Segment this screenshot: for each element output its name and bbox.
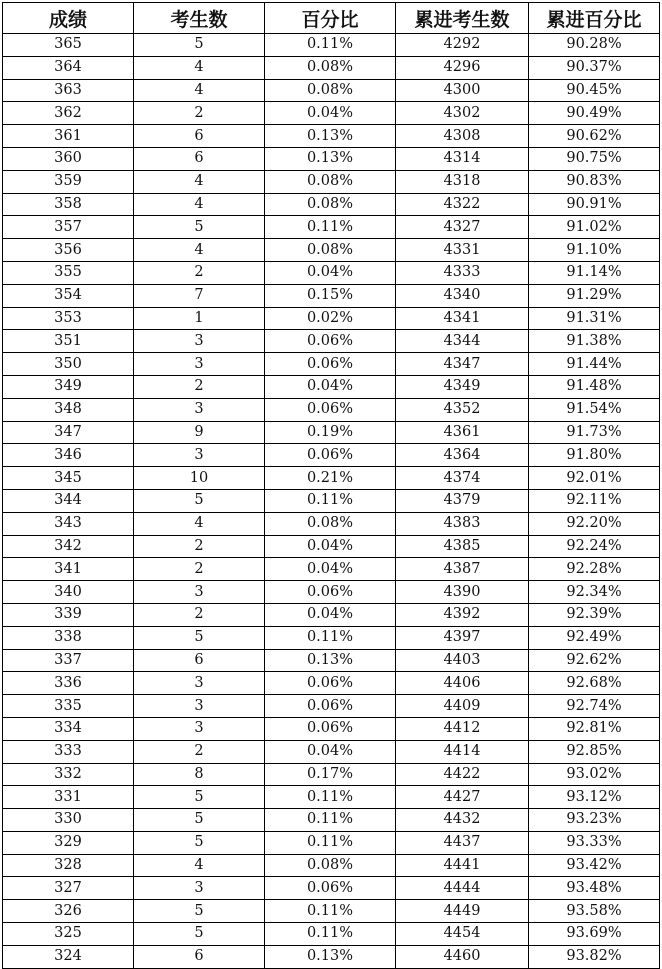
score-cell: 327 — [3, 877, 134, 900]
score-cell: 359 — [3, 170, 134, 193]
cumulative-candidates-cell: 4432 — [396, 809, 529, 832]
score-cell: 329 — [3, 831, 134, 854]
percentage-cell: 0.06% — [265, 695, 396, 718]
candidates-cell: 3 — [134, 444, 265, 467]
percentage-cell: 0.04% — [265, 740, 396, 763]
score-cell: 330 — [3, 809, 134, 832]
cumulative-percentage-cell: 92.20% — [529, 512, 660, 535]
score-cell: 328 — [3, 854, 134, 877]
candidates-cell: 4 — [134, 239, 265, 262]
table-row — [3, 34, 660, 57]
candidates-cell: 4 — [134, 854, 265, 877]
percentage-cell: 0.08% — [265, 170, 396, 193]
candidates-cell: 2 — [134, 603, 265, 626]
percentage-cell: 0.06% — [265, 581, 396, 604]
cumulative-percentage-cell: 91.10% — [529, 239, 660, 262]
candidates-cell: 9 — [134, 421, 265, 444]
percentage-cell: 0.06% — [265, 877, 396, 900]
cumulative-percentage-cell: 93.42% — [529, 854, 660, 877]
table-row — [3, 786, 660, 809]
percentage-cell: 0.19% — [265, 421, 396, 444]
percentage-cell: 0.02% — [265, 307, 396, 330]
cumulative-percentage-cell: 90.37% — [529, 56, 660, 79]
cumulative-candidates-cell: 4454 — [396, 923, 529, 946]
cumulative-candidates-cell: 4427 — [396, 786, 529, 809]
table-row — [3, 831, 660, 854]
cumulative-candidates-cell: 4437 — [396, 831, 529, 854]
percentage-cell: 0.08% — [265, 239, 396, 262]
candidates-cell: 3 — [134, 330, 265, 353]
cumulative-percentage-cell: 92.49% — [529, 626, 660, 649]
percentage-cell: 0.11% — [265, 923, 396, 946]
score-cell: 358 — [3, 193, 134, 216]
table-row — [3, 125, 660, 148]
candidates-cell: 4 — [134, 193, 265, 216]
candidates-cell: 2 — [134, 261, 265, 284]
candidates-cell: 2 — [134, 102, 265, 125]
score-cell: 343 — [3, 512, 134, 535]
table-row — [3, 809, 660, 832]
cumulative-percentage-cell: 91.29% — [529, 284, 660, 307]
cumulative-candidates-cell: 4322 — [396, 193, 529, 216]
candidates-cell: 8 — [134, 763, 265, 786]
percentage-cell: 0.13% — [265, 945, 396, 968]
table-row — [3, 330, 660, 353]
cumulative-percentage-cell: 92.11% — [529, 489, 660, 512]
percentage-cell: 0.08% — [265, 56, 396, 79]
cumulative-candidates-cell: 4302 — [396, 102, 529, 125]
cumulative-candidates-cell: 4331 — [396, 239, 529, 262]
cumulative-candidates-cell: 4327 — [396, 216, 529, 239]
candidates-cell: 5 — [134, 923, 265, 946]
score-cell: 341 — [3, 558, 134, 581]
candidates-cell: 2 — [134, 740, 265, 763]
percentage-cell: 0.04% — [265, 558, 396, 581]
score-cell: 334 — [3, 717, 134, 740]
candidates-cell: 10 — [134, 467, 265, 490]
table-row — [3, 79, 660, 102]
table-row — [3, 170, 660, 193]
percentage-cell: 0.04% — [265, 535, 396, 558]
cumulative-percentage-cell: 91.54% — [529, 398, 660, 421]
cumulative-percentage-cell: 92.74% — [529, 695, 660, 718]
candidates-cell: 2 — [134, 558, 265, 581]
table-row — [3, 512, 660, 535]
cumulative-percentage-cell: 90.91% — [529, 193, 660, 216]
percentage-cell: 0.15% — [265, 284, 396, 307]
cumulative-candidates-cell: 4349 — [396, 375, 529, 398]
score-cell: 332 — [3, 763, 134, 786]
header-cumulative-percentage: 累进百分比 — [529, 3, 660, 34]
header-cumulative-candidates: 累进考生数 — [396, 3, 529, 34]
cumulative-candidates-cell: 4403 — [396, 649, 529, 672]
candidates-cell: 3 — [134, 581, 265, 604]
cumulative-candidates-cell: 4352 — [396, 398, 529, 421]
cumulative-candidates-cell: 4379 — [396, 489, 529, 512]
candidates-cell: 5 — [134, 786, 265, 809]
cumulative-candidates-cell: 4374 — [396, 467, 529, 490]
score-cell: 351 — [3, 330, 134, 353]
score-cell: 348 — [3, 398, 134, 421]
table-row — [3, 284, 660, 307]
table-row — [3, 535, 660, 558]
cumulative-candidates-cell: 4449 — [396, 900, 529, 923]
candidates-cell: 5 — [134, 809, 265, 832]
cumulative-candidates-cell: 4385 — [396, 535, 529, 558]
score-cell: 326 — [3, 900, 134, 923]
table-row — [3, 375, 660, 398]
cumulative-percentage-cell: 93.82% — [529, 945, 660, 968]
cumulative-percentage-cell: 92.01% — [529, 467, 660, 490]
score-cell: 363 — [3, 79, 134, 102]
cumulative-percentage-cell: 91.73% — [529, 421, 660, 444]
cumulative-percentage-cell: 92.34% — [529, 581, 660, 604]
table-row — [3, 740, 660, 763]
candidates-cell: 4 — [134, 56, 265, 79]
percentage-cell: 0.08% — [265, 854, 396, 877]
score-cell: 364 — [3, 56, 134, 79]
percentage-cell: 0.17% — [265, 763, 396, 786]
table-row — [3, 717, 660, 740]
cumulative-percentage-cell: 93.23% — [529, 809, 660, 832]
percentage-cell: 0.04% — [265, 261, 396, 284]
score-cell: 365 — [3, 34, 134, 57]
score-cell: 347 — [3, 421, 134, 444]
score-cell: 336 — [3, 672, 134, 695]
percentage-cell: 0.11% — [265, 626, 396, 649]
cumulative-candidates-cell: 4383 — [396, 512, 529, 535]
table-row — [3, 398, 660, 421]
table-row — [3, 877, 660, 900]
percentage-cell: 0.11% — [265, 900, 396, 923]
cumulative-percentage-cell: 91.14% — [529, 261, 660, 284]
cumulative-percentage-cell: 92.39% — [529, 603, 660, 626]
cumulative-candidates-cell: 4441 — [396, 854, 529, 877]
cumulative-candidates-cell: 4344 — [396, 330, 529, 353]
percentage-cell: 0.13% — [265, 649, 396, 672]
score-cell: 340 — [3, 581, 134, 604]
candidates-cell: 6 — [134, 147, 265, 170]
candidates-cell: 5 — [134, 34, 265, 57]
table-row — [3, 421, 660, 444]
table-body — [3, 34, 660, 969]
cumulative-candidates-cell: 4296 — [396, 56, 529, 79]
cumulative-candidates-cell: 4422 — [396, 763, 529, 786]
table-row — [3, 193, 660, 216]
score-cell: 346 — [3, 444, 134, 467]
cumulative-percentage-cell: 93.48% — [529, 877, 660, 900]
candidates-cell: 5 — [134, 489, 265, 512]
cumulative-percentage-cell: 92.24% — [529, 535, 660, 558]
percentage-cell: 0.11% — [265, 809, 396, 832]
candidates-cell: 2 — [134, 535, 265, 558]
cumulative-candidates-cell: 4300 — [396, 79, 529, 102]
table-row — [3, 102, 660, 125]
percentage-cell: 0.08% — [265, 193, 396, 216]
score-cell: 360 — [3, 147, 134, 170]
percentage-cell: 0.11% — [265, 216, 396, 239]
percentage-cell: 0.13% — [265, 125, 396, 148]
cumulative-percentage-cell: 90.62% — [529, 125, 660, 148]
table-row — [3, 649, 660, 672]
table-row — [3, 581, 660, 604]
cumulative-percentage-cell: 92.85% — [529, 740, 660, 763]
candidates-cell: 4 — [134, 512, 265, 535]
table-row — [3, 945, 660, 968]
cumulative-percentage-cell: 92.68% — [529, 672, 660, 695]
score-cell: 333 — [3, 740, 134, 763]
score-cell: 350 — [3, 353, 134, 376]
cumulative-candidates-cell: 4414 — [396, 740, 529, 763]
score-distribution-table — [2, 2, 660, 969]
candidates-cell: 1 — [134, 307, 265, 330]
score-cell: 353 — [3, 307, 134, 330]
table-row — [3, 489, 660, 512]
cumulative-percentage-cell: 92.81% — [529, 717, 660, 740]
cumulative-candidates-cell: 4392 — [396, 603, 529, 626]
table-row — [3, 353, 660, 376]
table-row — [3, 56, 660, 79]
candidates-cell: 5 — [134, 626, 265, 649]
score-cell: 356 — [3, 239, 134, 262]
percentage-cell: 0.04% — [265, 603, 396, 626]
table-row — [3, 695, 660, 718]
cumulative-percentage-cell: 90.49% — [529, 102, 660, 125]
percentage-cell: 0.11% — [265, 34, 396, 57]
cumulative-percentage-cell: 91.80% — [529, 444, 660, 467]
cumulative-percentage-cell: 93.12% — [529, 786, 660, 809]
cumulative-candidates-cell: 4314 — [396, 147, 529, 170]
cumulative-percentage-cell: 90.83% — [529, 170, 660, 193]
percentage-cell: 0.11% — [265, 489, 396, 512]
cumulative-percentage-cell: 91.02% — [529, 216, 660, 239]
cumulative-percentage-cell: 92.62% — [529, 649, 660, 672]
candidates-cell: 5 — [134, 900, 265, 923]
percentage-cell: 0.08% — [265, 512, 396, 535]
score-cell: 362 — [3, 102, 134, 125]
score-cell: 325 — [3, 923, 134, 946]
header-row — [3, 3, 660, 34]
candidates-cell: 3 — [134, 717, 265, 740]
candidates-cell: 3 — [134, 353, 265, 376]
cumulative-candidates-cell: 4390 — [396, 581, 529, 604]
cumulative-candidates-cell: 4292 — [396, 34, 529, 57]
cumulative-percentage-cell: 91.44% — [529, 353, 660, 376]
candidates-cell: 3 — [134, 398, 265, 421]
score-cell: 344 — [3, 489, 134, 512]
cumulative-candidates-cell: 4409 — [396, 695, 529, 718]
score-cell: 355 — [3, 261, 134, 284]
cumulative-percentage-cell: 93.58% — [529, 900, 660, 923]
score-cell: 335 — [3, 695, 134, 718]
cumulative-candidates-cell: 4333 — [396, 261, 529, 284]
candidates-cell: 2 — [134, 375, 265, 398]
cumulative-candidates-cell: 4308 — [396, 125, 529, 148]
cumulative-candidates-cell: 4397 — [396, 626, 529, 649]
candidates-cell: 3 — [134, 695, 265, 718]
percentage-cell: 0.11% — [265, 831, 396, 854]
score-cell: 361 — [3, 125, 134, 148]
cumulative-percentage-cell: 93.69% — [529, 923, 660, 946]
candidates-cell: 6 — [134, 945, 265, 968]
score-cell: 357 — [3, 216, 134, 239]
cumulative-percentage-cell: 92.28% — [529, 558, 660, 581]
cumulative-percentage-cell: 91.38% — [529, 330, 660, 353]
table-row — [3, 558, 660, 581]
candidates-cell: 5 — [134, 216, 265, 239]
table-row — [3, 923, 660, 946]
percentage-cell: 0.06% — [265, 398, 396, 421]
cumulative-candidates-cell: 4318 — [396, 170, 529, 193]
cumulative-candidates-cell: 4361 — [396, 421, 529, 444]
table-header — [3, 3, 660, 34]
candidates-cell: 5 — [134, 831, 265, 854]
candidates-cell: 4 — [134, 79, 265, 102]
percentage-cell: 0.08% — [265, 79, 396, 102]
cumulative-candidates-cell: 4340 — [396, 284, 529, 307]
percentage-cell: 0.06% — [265, 717, 396, 740]
score-cell: 339 — [3, 603, 134, 626]
cumulative-candidates-cell: 4460 — [396, 945, 529, 968]
header-score: 成绩 — [3, 3, 134, 34]
table-row — [3, 854, 660, 877]
cumulative-percentage-cell: 91.31% — [529, 307, 660, 330]
cumulative-candidates-cell: 4364 — [396, 444, 529, 467]
table-row — [3, 307, 660, 330]
percentage-cell: 0.13% — [265, 147, 396, 170]
header-percentage: 百分比 — [265, 3, 396, 34]
table-row — [3, 261, 660, 284]
candidates-cell: 3 — [134, 877, 265, 900]
cumulative-candidates-cell: 4347 — [396, 353, 529, 376]
table-row — [3, 467, 660, 490]
percentage-cell: 0.06% — [265, 330, 396, 353]
score-cell: 331 — [3, 786, 134, 809]
table-row — [3, 216, 660, 239]
percentage-cell: 0.11% — [265, 786, 396, 809]
percentage-cell: 0.06% — [265, 353, 396, 376]
candidates-cell: 3 — [134, 672, 265, 695]
cumulative-candidates-cell: 4341 — [396, 307, 529, 330]
cumulative-percentage-cell: 90.75% — [529, 147, 660, 170]
cumulative-percentage-cell: 93.02% — [529, 763, 660, 786]
score-cell: 342 — [3, 535, 134, 558]
cumulative-candidates-cell: 4387 — [396, 558, 529, 581]
cumulative-percentage-cell: 91.48% — [529, 375, 660, 398]
cumulative-candidates-cell: 4444 — [396, 877, 529, 900]
percentage-cell: 0.04% — [265, 375, 396, 398]
table-row — [3, 603, 660, 626]
candidates-cell: 6 — [134, 649, 265, 672]
candidates-cell: 7 — [134, 284, 265, 307]
cumulative-percentage-cell: 90.45% — [529, 79, 660, 102]
score-cell: 345 — [3, 467, 134, 490]
table-row — [3, 444, 660, 467]
table-row — [3, 147, 660, 170]
cumulative-percentage-cell: 90.28% — [529, 34, 660, 57]
candidates-cell: 4 — [134, 170, 265, 193]
table-row — [3, 763, 660, 786]
table-row — [3, 239, 660, 262]
percentage-cell: 0.04% — [265, 102, 396, 125]
percentage-cell: 0.21% — [265, 467, 396, 490]
cumulative-candidates-cell: 4412 — [396, 717, 529, 740]
table-row — [3, 672, 660, 695]
table-row — [3, 626, 660, 649]
candidates-cell: 6 — [134, 125, 265, 148]
percentage-cell: 0.06% — [265, 444, 396, 467]
cumulative-candidates-cell: 4406 — [396, 672, 529, 695]
table-row — [3, 900, 660, 923]
cumulative-percentage-cell: 93.33% — [529, 831, 660, 854]
score-cell: 338 — [3, 626, 134, 649]
score-cell: 354 — [3, 284, 134, 307]
percentage-cell: 0.06% — [265, 672, 396, 695]
score-cell: 349 — [3, 375, 134, 398]
score-cell: 337 — [3, 649, 134, 672]
header-candidates: 考生数 — [134, 3, 265, 34]
score-cell: 324 — [3, 945, 134, 968]
